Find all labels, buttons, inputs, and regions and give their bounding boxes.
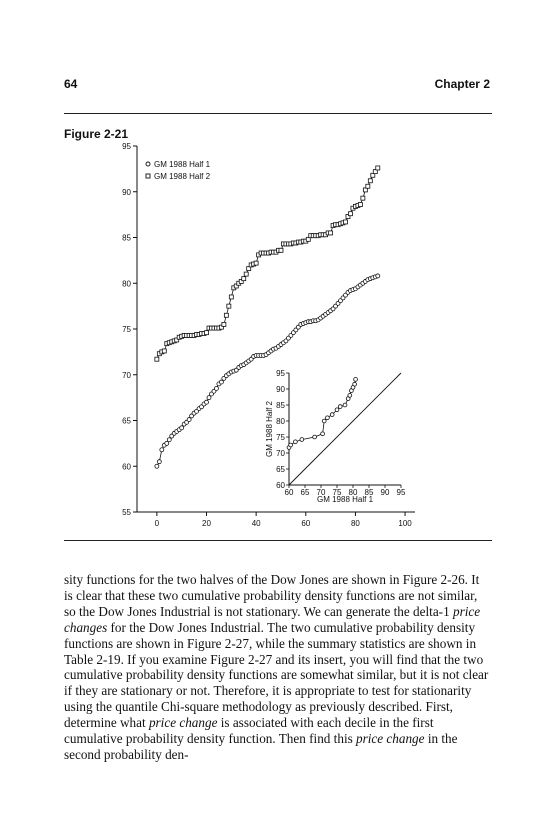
data-point-half-2 — [162, 349, 166, 353]
data-point-half-2 — [348, 212, 352, 216]
inset-data-point — [300, 438, 304, 442]
data-point-half-2 — [244, 272, 248, 276]
y-tick-label: 85 — [122, 233, 131, 243]
inset-data-point — [338, 405, 342, 409]
series-line-2 — [157, 168, 378, 359]
x-tick-label: 60 — [301, 519, 311, 528]
inset-ylabel: GM 1988 Half 2 — [265, 400, 274, 458]
inset-y-tick-label: 90 — [276, 385, 285, 394]
inset-data-point — [330, 413, 334, 417]
data-point-half-1 — [205, 400, 209, 404]
data-point-half-2 — [224, 313, 228, 317]
data-point-half-1 — [155, 464, 159, 468]
data-point-half-1 — [160, 448, 164, 452]
inset-x-tick-label: 75 — [332, 488, 342, 497]
y-tick-label: 70 — [122, 370, 131, 380]
data-point-half-2 — [344, 220, 348, 224]
y-tick-label: 65 — [122, 416, 131, 426]
inset-data-point — [343, 403, 347, 407]
inset-data-point — [313, 435, 317, 439]
inset-y-tick-label: 80 — [276, 417, 285, 426]
data-point-half-1 — [214, 386, 218, 390]
data-point-half-1 — [157, 460, 161, 464]
data-point-half-2 — [242, 277, 246, 281]
inset-x-tick-label: 80 — [348, 488, 358, 497]
inset-y-tick-label: 75 — [276, 433, 285, 442]
data-point-half-1 — [167, 438, 171, 442]
data-point-half-2 — [376, 166, 380, 170]
y-tick-label: 90 — [122, 187, 131, 197]
data-point-half-1 — [207, 396, 211, 400]
inset-data-point — [321, 432, 325, 436]
data-point-half-2 — [279, 248, 283, 252]
inset-x-tick-label: 85 — [364, 488, 374, 497]
inset-data-point — [335, 408, 339, 412]
body-emphasis: price change — [148, 715, 218, 731]
x-tick-label: 100 — [398, 519, 412, 528]
inset-y-tick-label: 95 — [276, 369, 285, 378]
inset-plot — [265, 369, 406, 504]
main-plot — [122, 142, 415, 528]
inset-data-point — [353, 382, 357, 386]
inset-data-point — [294, 440, 298, 444]
data-point-half-2 — [361, 196, 365, 200]
data-point-half-2 — [366, 184, 370, 188]
y-tick-label: 75 — [122, 325, 131, 334]
top-rule — [64, 113, 492, 114]
bottom-rule — [64, 540, 492, 541]
y-tick-label: 60 — [122, 462, 131, 472]
inset-series-line — [289, 379, 356, 447]
body-text-run: for the Dow Jones Industrial. The two cumulative probability density functions are shown in Figure 2-27, while the summary statistics are shown in Table 2-19. If you examine Figure 2-27 and its insert, you will find that the two cumulative probability density functions are somewhat similar, but it is not clear if they are stationary or not. Therefore, it is appropriate to test for stationarity using the quantile Chi-square methodology as previously described. First, determine what — [64, 619, 489, 731]
legend-marker-circle — [146, 162, 150, 166]
body-emphasis: price changes — [64, 603, 481, 635]
data-point-half-2 — [368, 179, 372, 183]
figure-2-21-chart — [100, 136, 430, 528]
inset-x-tick-label: 95 — [396, 488, 406, 497]
body-emphasis: price change — [356, 731, 425, 747]
data-point-half-1 — [187, 418, 191, 422]
x-tick-label: 0 — [154, 519, 160, 528]
inset-data-point — [348, 394, 352, 398]
inset-x-tick-label: 60 — [284, 488, 294, 497]
legend — [146, 160, 211, 181]
legend-label-half-1: GM 1988 Half 1 — [154, 160, 211, 169]
data-point-half-2 — [254, 261, 258, 265]
data-point-half-1 — [165, 441, 169, 445]
data-point-half-2 — [329, 231, 333, 235]
data-point-half-1 — [376, 274, 380, 278]
page-number: 64 — [64, 77, 78, 91]
data-point-half-2 — [227, 304, 231, 308]
inset-y-tick-label: 65 — [276, 465, 285, 474]
chapter-heading: Chapter 2 — [434, 77, 490, 91]
data-point-half-2 — [222, 322, 226, 326]
body-text-run: sity functions for the two halves of the Dow Jones are shown in Figure 2-26. It is clear that these two cumulative probability density functions are not similar, so the Dow Jones Industrial is not stationary. We can generate the delta-1 — [64, 572, 480, 619]
inset-x-tick-label: 70 — [316, 488, 326, 497]
data-point-half-1 — [219, 380, 223, 384]
inset-reference-line — [289, 373, 401, 485]
x-tick-label: 20 — [202, 519, 211, 528]
data-point-half-2 — [205, 331, 209, 335]
data-point-half-1 — [180, 426, 184, 430]
data-point-half-2 — [358, 203, 362, 207]
inset-data-point — [322, 419, 326, 423]
figure-label: Figure 2-21 — [64, 127, 129, 141]
inset-y-tick-label: 70 — [276, 449, 285, 458]
inset-data-point — [354, 378, 358, 382]
inset-y-tick-label: 85 — [276, 401, 285, 410]
body-text-run: is associated with each decile in the first cumulative probability density function. Then find this — [64, 715, 434, 747]
y-tick-label: 95 — [122, 142, 131, 151]
inset-x-tick-label: 65 — [300, 488, 310, 497]
inset-xlabel: GM 1988 Half 1 — [316, 495, 374, 504]
legend-label-half-2: GM 1988 Half 2 — [154, 172, 211, 181]
inset-x-tick-label: 90 — [380, 488, 390, 497]
x-tick-label: 80 — [350, 519, 360, 528]
x-tick-label: 40 — [251, 519, 261, 528]
inset-data-point — [326, 416, 330, 420]
data-point-half-2 — [155, 357, 159, 361]
inset-data-point — [289, 443, 293, 447]
y-tick-label: 80 — [122, 279, 131, 289]
body-text-run: in the second probability den- — [64, 731, 458, 762]
legend-marker-square — [146, 174, 150, 178]
inset-y-tick-label: 60 — [276, 481, 285, 490]
y-tick-label: 55 — [122, 508, 131, 517]
data-point-half-2 — [229, 295, 233, 299]
body-paragraph — [64, 572, 489, 763]
